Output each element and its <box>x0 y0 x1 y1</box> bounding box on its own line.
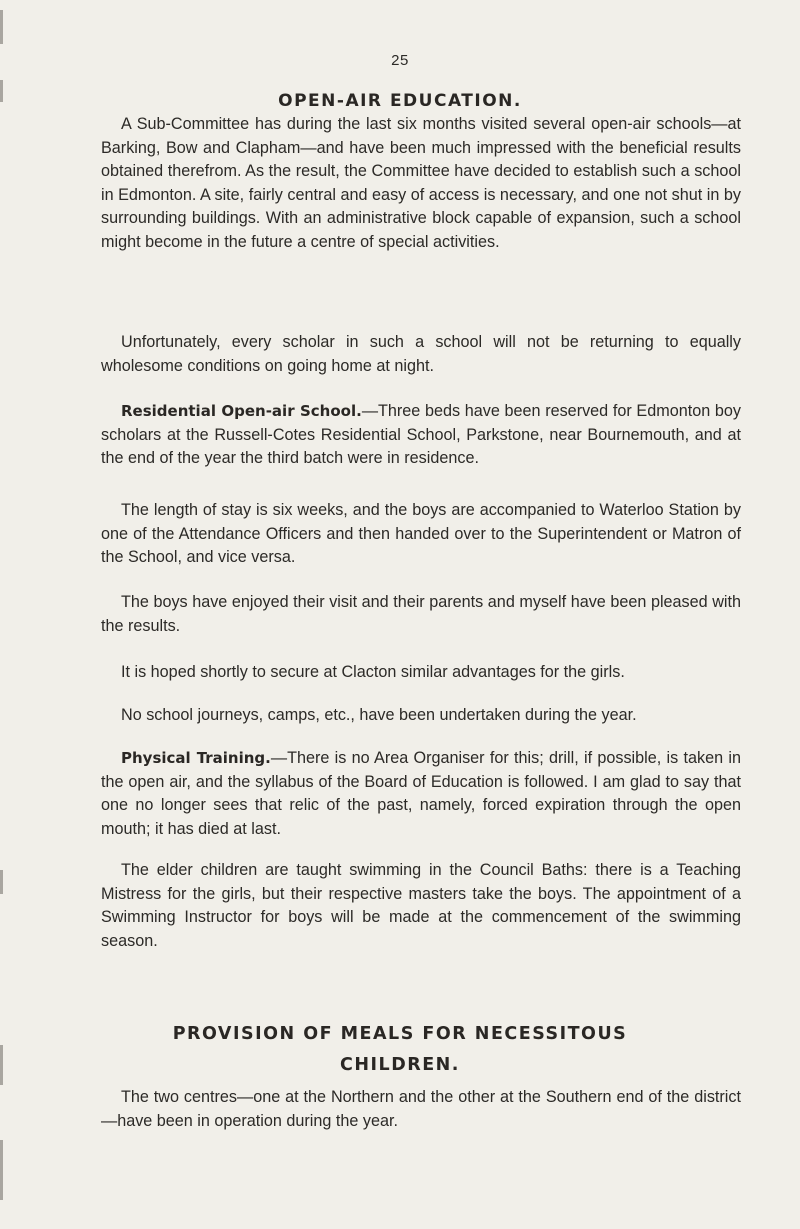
paragraph-text: The length of stay is six weeks, and the boys are accompanied to Waterloo Station by one of the Attendance Officers and then handed over to the Superintendent or Matron of the School, and vice versa. <box>101 501 741 567</box>
run-in-heading: Physical Training. <box>121 749 271 767</box>
page-number: 25 <box>391 52 409 69</box>
paragraph <box>101 704 741 728</box>
section-heading-meals-provision <box>0 1019 800 1081</box>
paragraph <box>101 591 741 638</box>
binding-edge-mark <box>0 10 3 44</box>
paragraph-text: The two centres—one at the Northern and the other at the Southern end of the district—have been in operation during the year. <box>101 1088 741 1130</box>
paragraph <box>101 859 741 953</box>
paragraph <box>101 661 741 685</box>
binding-edge-mark <box>0 870 3 894</box>
paragraph <box>101 113 741 255</box>
paragraph-text: A Sub-Committee has during the last six months visited several open-air schools—at Barking, Bow and Clapham—and have been much impressed with the beneficial results obtained therefrom. As the result, the Committee have decided to establish such a school in Edmonton. A site, fairly central and easy of access is necessary, and one not shut in by surrounding buildings. With an administrative block capable of expansion, such a school might become in the future a centre of special activities. <box>101 115 741 251</box>
run-in-heading: Residential Open-air School. <box>121 402 362 420</box>
binding-edge-mark <box>0 1140 3 1200</box>
paragraph-text: No school journeys, camps, etc., have been undertaken during the year. <box>121 706 637 724</box>
paragraph-text: It is hoped shortly to secure at Clacton similar advantages for the girls. <box>121 663 625 681</box>
paragraph-text: The boys have enjoyed their visit and their parents and myself have been pleased with the results. <box>101 593 741 635</box>
paragraph <box>101 499 741 570</box>
heading-line: PROVISION OF MEALS FOR NECESSITOUS <box>172 1024 628 1044</box>
paragraph-residential-school <box>101 400 741 471</box>
heading-line: CHILDREN. <box>340 1055 460 1075</box>
paragraph-text: Unfortunately, every scholar in such a school will not be returning to equally wholesome conditions on going home at night. <box>101 333 741 375</box>
paragraph <box>101 1086 741 1133</box>
paragraph-text: —There is no Area Organiser for this; drill, if possible, is taken in the open air, and the syllabus of the Board of Education is followed. I am glad to say that one no longer sees that relic of the past, namely, forced expiration through the open mouth; it has died at last. <box>101 749 742 838</box>
paragraph <box>101 331 741 378</box>
paragraph-physical-training <box>101 747 741 841</box>
section-heading-open-air-education: OPEN-AIR EDUCATION. <box>278 91 522 111</box>
paragraph-text: The elder children are taught swimming in the Council Baths: there is a Teaching Mistress for the girls, but their respective masters take the boys. The appointment of a Swimming Instructor for boys will be made at the commencement of the swimming season. <box>101 861 741 950</box>
paragraph-text: —Three beds have been reserved for Edmonton boy scholars at the Russell-Cotes Residential School, Parkstone, near Bournemouth, and at the end of the year the third batch were in residence. <box>101 402 741 468</box>
